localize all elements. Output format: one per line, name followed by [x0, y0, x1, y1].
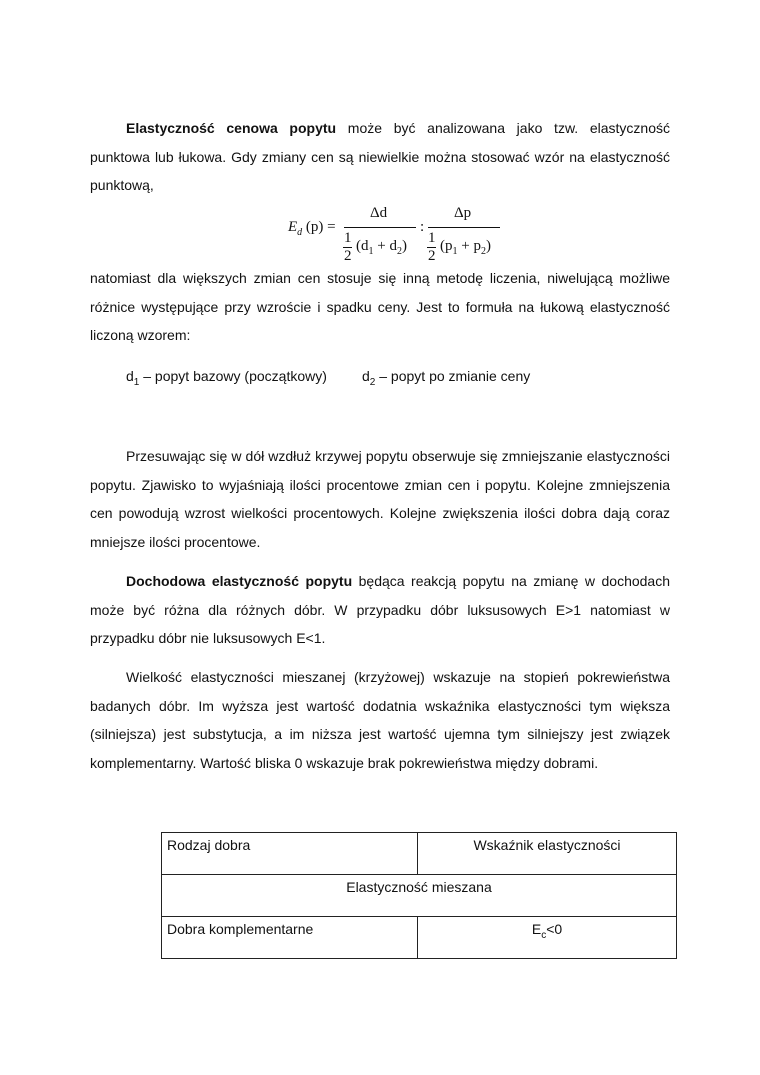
formula-numerator-d: Δd — [370, 205, 388, 221]
table-header-type: Rodzaj dobra — [162, 833, 418, 875]
arc-elasticity-paragraph: natomiast dla większych zmian cen stosuje się inną metodę liczenia, niwelującą możliwe różnice występujące przy wzroście i spadku ceny. Jest to formuła na łukową elastyczność liczoną wzorem: — [90, 270, 670, 343]
intro-bold-term: Elastyczność cenowa popytu — [126, 120, 337, 136]
table-row — [162, 917, 677, 959]
income-bold-term: Dochodowa elastyczność popytu — [126, 573, 353, 589]
table-section-row — [162, 875, 677, 917]
definition-d2: $d_2$ – popyt po zmianie ceny — [362, 368, 531, 388]
table-header-index: Wskaźnik elastyczności — [418, 833, 677, 875]
formula-lhs: $E_d$ (p) = — [288, 219, 336, 238]
income-elasticity-paragraph — [90, 567, 670, 653]
formula-denominator-2: $(p_1 + p_2)$ — [440, 238, 491, 257]
definition-d1: $d_1$ – popyt bazowy (początkowy) — [126, 368, 327, 388]
table-cell-complementary-value: $E_c<0$ — [418, 917, 677, 959]
table-header-row — [162, 833, 677, 875]
table-cell-complementary: Dobra komplementarne — [162, 917, 418, 959]
formula-colon: : — [420, 219, 425, 235]
intro-paragraph — [90, 114, 670, 200]
elasticity-table — [161, 832, 677, 959]
demand-curve-paragraph: Przesuwając się w dół wzdłuż krzywej popytu obserwuje się zmniejszanie elastyczności popytu. Zjawisko to wyjaśniają ilości procentowe zmian cen i popytu. Kolejne zmniejszenia cen powodują wzrost wielkości procentowych. Kolejne zwiększenia ilości dobra dają coraz mniejsze ilości procentowe. — [90, 448, 670, 550]
table-section-mixed: Elastyczność mieszana — [162, 875, 677, 917]
point-elasticity-formula — [270, 203, 530, 265]
formula-half-1-den: 2 — [344, 248, 352, 264]
formula-half-1-num: 1 — [344, 230, 352, 246]
formula-half-2-num: 1 — [428, 230, 436, 246]
formula-numerator-p: Δp — [454, 205, 472, 221]
formula-half-2-den: 2 — [428, 248, 436, 264]
income-text: będąca reakcją popytu na zmianę w dochodach może być różna dla różnych dóbr. W przypadku dóbr luksusowych E>1 natomiast w przypadku dóbr nie luksusowych E<1. — [90, 573, 670, 646]
formula-denominator-1: $(d_1 + d_2)$ — [356, 238, 407, 257]
formula-fraction-line-1 — [344, 227, 416, 228]
cross-elasticity-paragraph: Wielkość elastyczności mieszanej (krzyżowej) wskazuje na stopień pokrewieństwa badanych dóbr. Im wyższa jest wartość dodatnia wskaźnika elastyczności tym większa (silniejsza) jest substytucja, a im niższa jest wartość ujemna tym silniejszy jest związek komplementarny. Wartość bliska 0 wskazuje brak pokrewieństwa między dobrami. — [90, 669, 670, 771]
formula-fraction-line-2 — [428, 227, 500, 228]
intro-text: może być analizowana jako tzw. elastyczność punktowa lub łukowa. Gdy zmiany cen są niewielkie można stosować wzór na elastyczność punktową, — [90, 120, 670, 193]
